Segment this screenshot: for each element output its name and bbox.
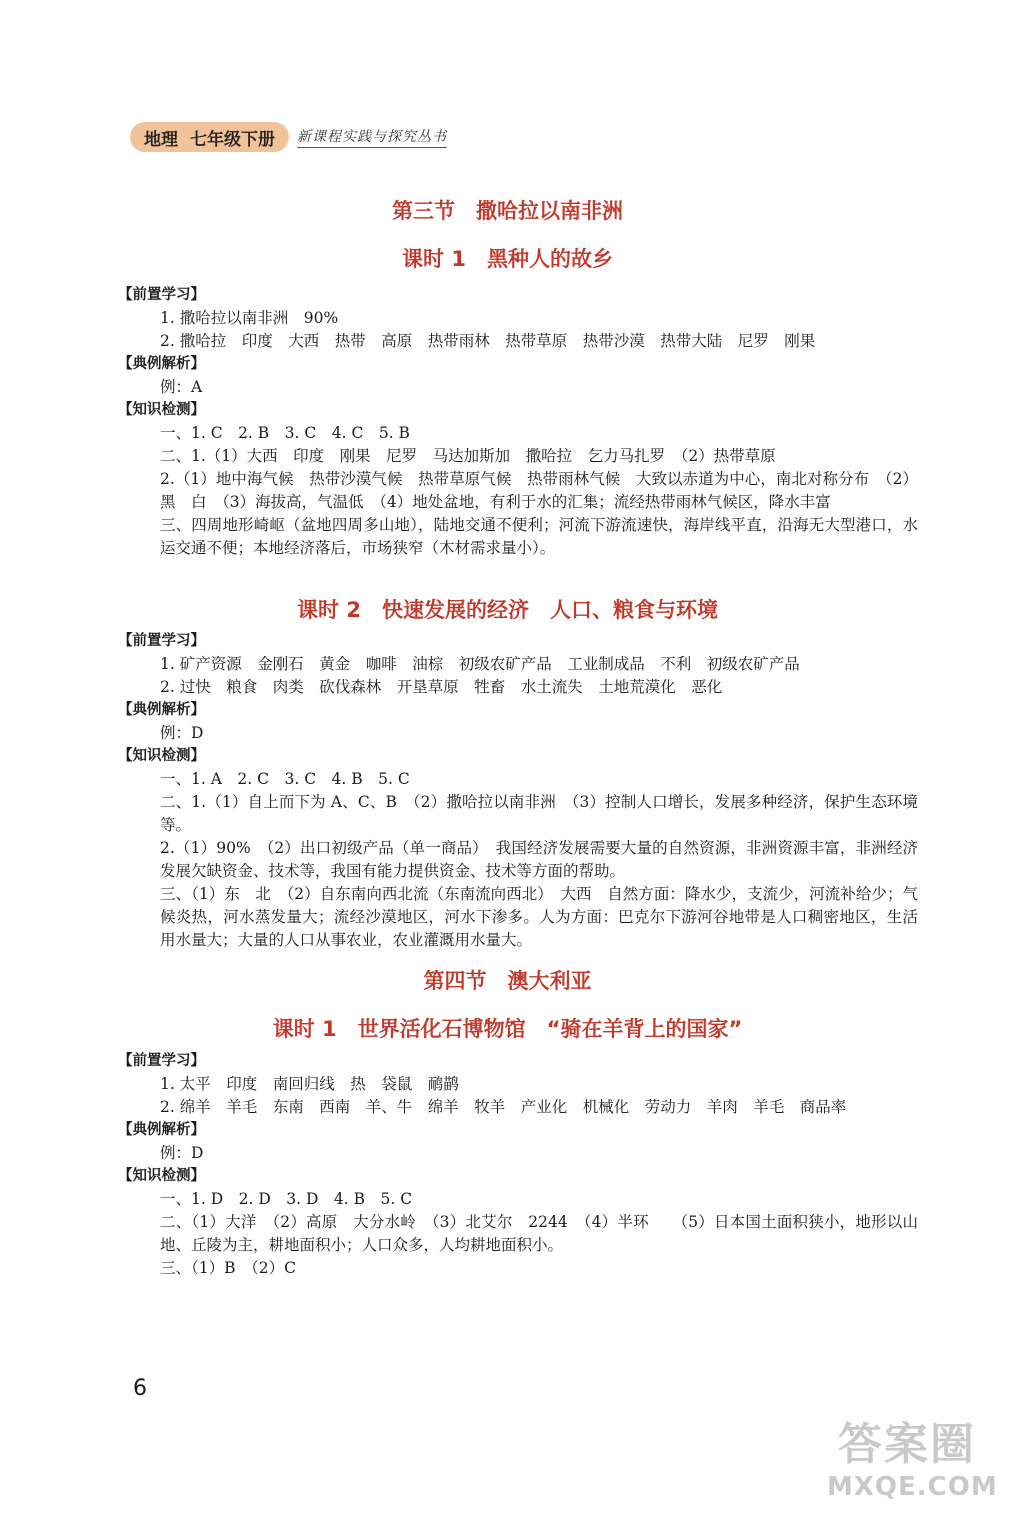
prep-item: 2. 过快 粮食 肉类 砍伐森林 开垦草原 牲畜 水土流失 土地荒漠化 恶化 bbox=[160, 678, 723, 696]
check-item: 二、1.（1）自上而下为 A、C、B （2）撒哈拉以南非洲 （3）控制人口增长，发展多种经济，保护生态环境等。 bbox=[160, 793, 918, 834]
example-answer: 例：D bbox=[160, 1144, 204, 1162]
check-item: 二、1.（1）大西 印度 刚果 尼罗 马达加斯加 撒哈拉 乞力马扎罗 （2）热带草原 bbox=[160, 447, 776, 465]
prep-item: 1. 太平 印度 南回归线 热 袋鼠 鸸鹋 bbox=[160, 1075, 459, 1093]
check-item: 一、1. D 2. D 3. D 4. B 5. C bbox=[160, 1190, 413, 1208]
prep-label: 【前置学习】 bbox=[118, 1053, 205, 1069]
watermark-logo bbox=[827, 1408, 998, 1518]
page-number: 6 bbox=[133, 1376, 147, 1401]
lesson-4-1-title: 课时 1 世界活化石博物馆 “骑在羊背上的国家” bbox=[272, 1017, 743, 1041]
subject-label: 地理 bbox=[144, 129, 178, 150]
watermark-text: 答案圈 bbox=[838, 1419, 976, 1470]
check-item: 一、1. A 2. C 3. C 4. B 5. C bbox=[160, 770, 410, 788]
check-label: 【知识检测】 bbox=[118, 1168, 205, 1184]
check-label: 【知识检测】 bbox=[118, 748, 205, 764]
series-title: 新课程实践与探究丛书 bbox=[297, 126, 447, 148]
prep-item: 2. 撒哈拉 印度 大西 热带 高原 热带雨林 热带草原 热带沙漠 热带大陆 尼罗 刚果 bbox=[160, 332, 816, 350]
grade-label: 七年级下册 bbox=[190, 129, 275, 150]
lesson-4-1-content bbox=[118, 1050, 918, 1280]
example-label: 【典例解析】 bbox=[118, 702, 205, 718]
lesson-3-1-content bbox=[118, 284, 918, 560]
prep-item: 1. 矿产资源 金刚石 黄金 咖啡 油棕 初级农矿产品 工业制成品 不利 初级农矿产品 bbox=[160, 655, 800, 673]
example-answer: 例：D bbox=[160, 724, 204, 742]
watermark-url: MXQE.COM bbox=[827, 1472, 998, 1502]
check-label: 【知识检测】 bbox=[118, 402, 205, 418]
check-item: 三、（1）东 北 （2）自东南向西北流（东南流向西北） 大西 自然方面：降水少，支流少，河流补给少；气候炎热，河水蒸发量大；流经沙漠地区，河水下渗多。人为方面：巴克尔下游河谷地带是人口稠密地区，生活用水量大；大量的人口从事农业，农业灌溉用水量大。 bbox=[160, 885, 918, 949]
check-item: 一、1. C 2. B 3. C 4. C 5. B bbox=[160, 424, 410, 442]
prep-item: 1. 撒哈拉以南非洲 90% bbox=[160, 309, 339, 327]
check-item: 三、（1）B （2）C bbox=[160, 1259, 296, 1277]
section-4-title: 第四节 澳大利亚 bbox=[423, 969, 592, 993]
lesson-3-2-content bbox=[118, 630, 918, 952]
prep-label: 【前置学习】 bbox=[118, 633, 205, 649]
prep-item: 2. 绵羊 羊毛 东南 西南 羊、牛 绵羊 牧羊 产业化 机械化 劳动力 羊肉 羊毛 商品率 bbox=[160, 1098, 847, 1116]
check-item: 二、（1）大洋 （2）高原 大分水岭 （3）北艾尔 2244 （4）半环 （5）日本国土面积狭小，地形以山地、丘陵为主，耕地面积小；人口众多，人均耕地面积小。 bbox=[160, 1213, 918, 1254]
check-item: 2.（1）90% （2）出口初级产品（单一商品） 我国经济发展需要大量的自然资源，非洲资源丰富，非洲经济发展欠缺资金、技术等，我国有能力提供资金、技术等方面的帮助。 bbox=[160, 839, 918, 880]
example-label: 【典例解析】 bbox=[118, 1122, 205, 1138]
book-header bbox=[130, 122, 447, 152]
example-label: 【典例解析】 bbox=[118, 356, 205, 372]
lesson-3-1-title: 课时 1 黑种人的故乡 bbox=[402, 247, 613, 271]
check-item: 三、四周地形崎岖（盆地四周多山地），陆地交通不便利；河流下游流速快，海岸线平直，沿海无大型港口，水运交通不便；本地经济落后，市场狭窄（木材需求量小）。 bbox=[160, 516, 918, 557]
lesson-3-2-title: 课时 2 快速发展的经济 人口、粮食与环境 bbox=[297, 598, 718, 622]
check-item: 2.（1）地中海气候 热带沙漠气候 热带草原气候 热带雨林气候 大致以赤道为中心，南北对称分布 （2）黑 白 （3）海拔高，气温低 （4）地处盆地，有利于水的汇集；流经热带雨林气候区，降水丰富 bbox=[160, 470, 918, 511]
subject-badge bbox=[130, 122, 289, 152]
example-answer: 例：A bbox=[160, 378, 203, 396]
prep-label: 【前置学习】 bbox=[118, 287, 205, 303]
section-3-title: 第三节 撒哈拉以南非洲 bbox=[392, 199, 623, 223]
